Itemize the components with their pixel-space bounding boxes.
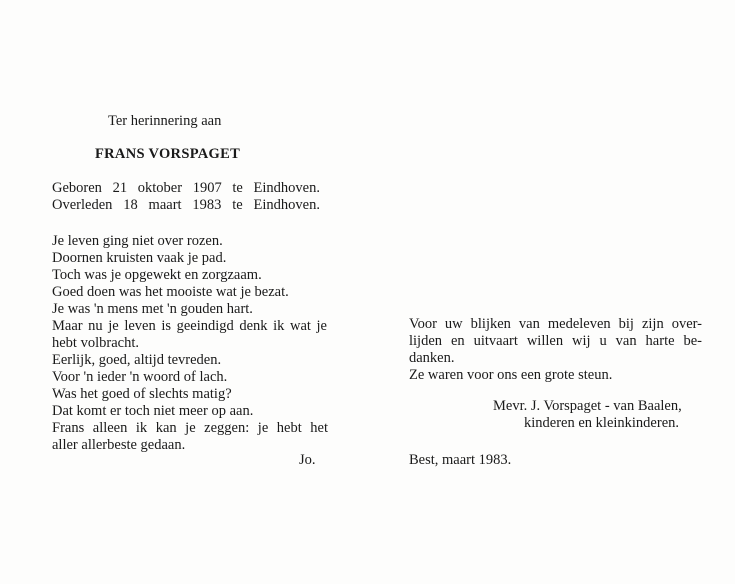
poem-line: Dat komt er toch niet meer op aan. [52,403,254,419]
poem-line: Toch was je opgewekt en zorgzaam. [52,267,262,283]
poem-line: aller allerbeste gedaan. [52,437,186,453]
thanks-line: Ze waren voor ons een grote steun. [409,367,613,383]
poem-signature: Jo. [299,452,316,468]
birth-line: Geboren 21 oktober 1907 te Eindhoven. [52,180,320,196]
intro-text: Ter herinnering aan [108,113,222,129]
poem-line: hebt volbracht. [52,335,139,351]
death-line: Overleden 18 maart 1983 te Eindhoven. [52,197,320,213]
signature-line: kinderen en kleinkinderen. [524,415,680,431]
poem-line: Was het goed of slechts matig? [52,386,232,402]
poem-line: Je leven ging niet over rozen. [52,233,223,249]
poem-line: Voor 'n ieder 'n woord of lach. [52,369,228,385]
place-date: Best, maart 1983. [409,452,512,468]
poem-line: Je was 'n mens met 'n gouden hart. [52,301,253,317]
signature-line: Mevr. J. Vorspaget - van Baalen, [493,398,682,414]
poem-line: Goed doen was het mooiste wat je bezat. [52,284,289,300]
poem-line: Eerlijk, goed, altijd tevreden. [52,352,222,368]
thanks-line: danken. [409,350,455,366]
deceased-name: FRANS VORSPAGET [95,146,241,162]
poem-line: Maar nu je leven is geeindigd denk ik wat je [52,318,327,334]
thanks-line: lijden en uitvaart willen wij u van harte be- [409,333,702,349]
poem-line: Frans alleen ik kan je zeggen: je hebt het [52,420,328,436]
poem-line: Doornen kruisten vaak je pad. [52,250,227,266]
thanks-line: Voor uw blijken van medeleven bij zijn over- [409,316,702,332]
